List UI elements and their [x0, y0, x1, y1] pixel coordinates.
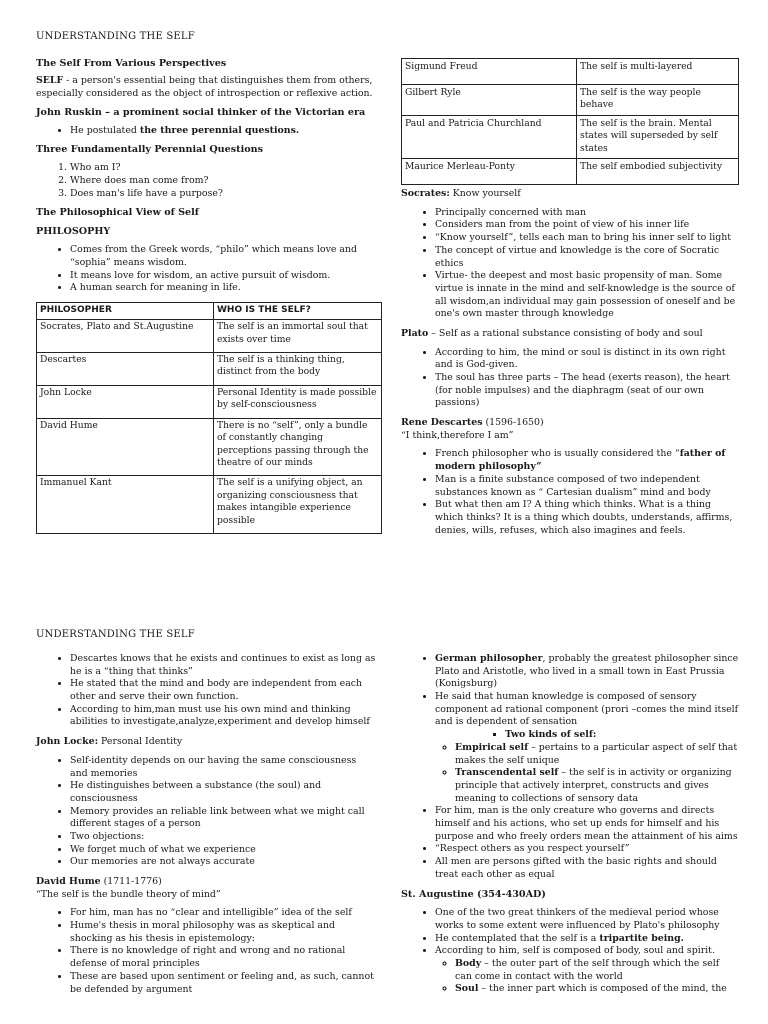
table-cell: The self is a thinking thing, distinct from the body: [214, 353, 382, 386]
page-2: [0, 512, 768, 1024]
list-item: 3. Does man's life have a purpose?: [70, 188, 382, 201]
self-kinds-list: [435, 742, 739, 805]
descartes-b1-bold: father of modern philosophy”: [435, 448, 726, 473]
table-cell: The self is an immortal soul that exists over time: [214, 320, 382, 353]
table-row: [37, 320, 382, 353]
descartes-b1-text: French philosopher who is usually considered the “: [435, 448, 680, 460]
descartes-continued-list: [36, 653, 376, 729]
page2-right-column: [401, 653, 739, 1003]
table-cell: Personal Identity is made possible by self-consciousness: [214, 385, 382, 418]
running-title: UNDERSTANDING THE SELF: [36, 629, 195, 640]
list-item: ▪ Two kinds of self:: [505, 729, 739, 742]
aug-b3-text: According to him, self is composed of body, soul and spirit.: [435, 945, 715, 957]
table-cell: Descartes: [37, 353, 214, 386]
descartes-name: Rene Descartes: [401, 417, 483, 429]
table-cell: The self is a unifying object, an organizing consciousness that makes intangible experience possible: [214, 476, 382, 534]
page1-left-column: [36, 30, 382, 534]
self-def-text: - a person's essential being that distinguishes them from others, especially considered as the object of introspection or reflexive action.: [36, 75, 373, 100]
table-cell: The self is the way people behave: [577, 85, 739, 116]
locke-name: John Locke:: [36, 736, 99, 748]
self-term: SELF: [36, 75, 64, 87]
list-item: • Considers man from the point of view of his inner life: [435, 219, 739, 232]
list-item: • There is no knowledge of right and wrong and no rational defense of moral principles: [70, 945, 376, 970]
hume-years: (1711-1776): [100, 876, 162, 887]
list-item: • According to him, the mind or soul is distinct in its own right and is God-given.: [435, 347, 739, 372]
list-item: [455, 958, 739, 983]
list-item: • Self-identity depends on our having the same consciousness and memories: [70, 755, 376, 780]
table-cell: Sigmund Freud: [402, 59, 577, 85]
list-item: • He stated that the mind and body are independent from each other and serve their own function.: [70, 678, 376, 703]
ruskin-text: He postulated: [70, 124, 140, 136]
list-item: • One of the two great thinkers of the medieval period whose works to some extent were influenced by Plato's philosophy: [435, 907, 739, 932]
philosophy-list: [36, 244, 382, 295]
soul-bold: Soul: [455, 983, 479, 995]
kant-b1-bold: German philosopher: [435, 653, 543, 664]
table-header-row: [37, 303, 382, 320]
hume-name: David Hume: [36, 876, 101, 887]
list-item: • All men are persons gifted with the basic rights and should treat each other as equal: [435, 856, 739, 881]
questions-list: [36, 162, 382, 200]
table-row: [402, 59, 739, 85]
locke-heading: [36, 736, 376, 749]
philosophy-heading: PHILOSOPHY: [36, 226, 111, 238]
table-row: [402, 115, 739, 158]
descartes-heading: [401, 417, 739, 430]
augustine-list: [401, 907, 739, 996]
list-item: • Principally concerned with man: [435, 207, 739, 220]
transcendental-bold: Transcendental self: [455, 767, 559, 779]
plato-list: [401, 347, 739, 410]
ruskin-bold: the three perennial questions.: [139, 124, 300, 136]
table-header: WHO IS THE SELF?: [214, 303, 382, 320]
philosopher-table: [36, 302, 382, 534]
table-cell: Gilbert Ryle: [402, 85, 577, 116]
hume-list: [36, 907, 376, 996]
list-item: • Man is a finite substance composed of two independent substances known as “ Cartesian dualism” mind and body: [435, 474, 739, 499]
tripartite-list: [435, 958, 739, 996]
ruskin-heading: John Ruskin – a prominent social thinker of the Victorian era: [36, 106, 366, 118]
soul-text: – the inner part which is composed of the mind, the: [478, 983, 727, 995]
list-item: • We forget much of what we experience: [70, 844, 376, 857]
list-item: 2. Where does man come from?: [70, 175, 382, 188]
list-item: • These are based upon sentiment or feeling and, as such, cannot be defended by argument: [70, 971, 376, 996]
list-item: [435, 691, 739, 805]
locke-list: [36, 755, 376, 869]
list-item: • Hume's thesis in moral philosophy was as skeptical and shocking as his thesis in epistemology:: [70, 920, 376, 945]
kant-b1-text: , probably the greatest philosopher since Plato and Aristotle, who lived in a small town in East Prussia (Konigsburg): [435, 653, 739, 690]
table-cell: The self embodied subjectivity: [577, 159, 739, 185]
hume-quote: “The self is the bundle theory of mind”: [36, 888, 221, 900]
list-item: • Virtue- the deepest and most basic propensity of man. Some virtue is innate in the mind and self-knowledge is the source of all wisdom,an individual may gain possession of oneself and be one's own master through knowledge: [435, 270, 739, 321]
table-cell: Socrates, Plato and St.Augustine: [37, 320, 214, 353]
socrates-heading: [401, 188, 739, 201]
plato-sub: – Self as a rational substance consisting of body and soul: [428, 327, 703, 339]
descartes-quote: “I think,therefore I am”: [401, 429, 514, 441]
table-header: PHILOSOPHER: [37, 303, 214, 320]
list-item: • For him, man has no “clear and intelligible” idea of the self: [70, 907, 376, 920]
socrates-name: Socrates:: [401, 188, 450, 200]
page1-right-column: [401, 58, 739, 544]
questions-heading: Three Fundamentally Perennial Questions: [36, 144, 264, 156]
list-item: [435, 933, 739, 946]
list-item: • According to him,man must use his own mind and thinking abilities to investigate,analyze,experiment and develop himself: [70, 704, 376, 729]
table-row: [402, 85, 739, 116]
aug-b2-text: He contemplated that the self is a: [435, 932, 600, 944]
list-item: [70, 125, 382, 138]
philosopher-table-continued: [401, 58, 739, 185]
running-title: UNDERSTANDING THE SELF: [36, 31, 195, 42]
list-item: • It means love for wisdom, an active pursuit of wisdom.: [70, 270, 382, 283]
list-item: 1. Who am I?: [70, 162, 382, 175]
transcendental-text: – the self is in activity or organizing principle that actively interpret, constructs and gives meaning to collections of sensory data: [455, 767, 732, 804]
table-cell: The self is multi-layered: [577, 59, 739, 85]
socrates-list: [401, 207, 739, 321]
empirical-bold: Empirical self: [455, 741, 529, 753]
table-cell: Immanuel Kant: [37, 476, 214, 534]
page2-left-column: [36, 653, 376, 1003]
list-item: • Comes from the Greek words, “philo” which means love and “sophia” means wisdom.: [70, 244, 382, 269]
plato-heading: [401, 328, 739, 341]
list-item: • Two objections:: [70, 831, 376, 844]
list-item: [455, 742, 739, 767]
list-item: [435, 653, 739, 691]
two-kinds-list: [435, 729, 739, 742]
list-item: [435, 448, 739, 473]
table-row: [402, 159, 739, 185]
table-cell: Paul and Patricia Churchland: [402, 115, 577, 158]
body-bold: Body: [455, 958, 482, 970]
list-item: [435, 945, 739, 996]
empirical-text: – pertains to a particular aspect of self that makes the self unique: [455, 741, 738, 766]
list-item: • But what then am I? A thing which thinks. What is a thing which thinks? It is a thing which doubts, understands, affirms, denies, wills, refuses, which also imagines and feels.: [435, 499, 739, 537]
list-item: [455, 767, 739, 805]
kant-list: [401, 653, 739, 881]
table-row: [37, 353, 382, 386]
list-item: • A human search for meaning in life.: [70, 282, 382, 295]
table-row: [37, 418, 382, 476]
plato-name: Plato: [401, 327, 429, 339]
aug-b2-bold: tripartite being.: [599, 932, 684, 944]
ruskin-list: [36, 125, 382, 138]
table-cell: There is no “self”, only a bundle of constantly changing perceptions passing through the theatre of our minds: [214, 418, 382, 476]
body-text: – the outer part of the self through which the self can come in contact with the world: [455, 958, 720, 982]
list-item: • He distinguishes between a substance (the soul) and consciousness: [70, 780, 376, 805]
list-item: • Descartes knows that he exists and continues to exist as long as he is a “thing that thinks”: [70, 653, 376, 678]
list-item: • The soul has three parts – The head (exerts reason), the heart (for noble impulses) and the diaphragm (seat of our own passions): [435, 372, 739, 410]
table-cell: David Hume: [37, 418, 214, 476]
philosophical-view-heading: The Philosophical View of Self: [36, 207, 199, 219]
locke-sub: Personal Identity: [98, 736, 183, 748]
list-item: • “Respect others as you respect yourself”: [435, 843, 739, 856]
hume-heading: [36, 876, 376, 889]
table-row: [37, 385, 382, 418]
list-item: • “Know yourself”, tells each man to bring his inner self to light: [435, 232, 739, 245]
table-cell: Maurice Merleau-Ponty: [402, 159, 577, 185]
heading-perspectives: The Self From Various Perspectives: [36, 57, 227, 69]
kant-b2-text: He said that human knowledge is composed of sensory component ad rational component (prori –comes the mind itself and is dependent of sensation: [435, 691, 739, 728]
list-item: • Our memories are not always accurate: [70, 856, 376, 869]
socrates-sub: Know yourself: [449, 188, 521, 200]
augustine-heading: St. Augustine (354-430AD): [401, 889, 546, 901]
list-item: • For him, man is the only creature who governs and directs himself and his actions, who set up ends for himself and his purpose and who freely orders mean the attainment of his aims: [435, 805, 739, 843]
list-item: [455, 983, 739, 996]
list-item: • Memory provides an reliable link between what we might call different stages of a person: [70, 806, 376, 831]
descartes-years: (1596-1650): [482, 417, 544, 429]
table-cell: The self is the brain. Mental states will superseded by self states: [577, 115, 739, 158]
table-cell: John Locke: [37, 385, 214, 418]
self-definition: [36, 75, 382, 100]
list-item: • The concept of virtue and knowledge is the core of Socratic ethics: [435, 245, 739, 270]
